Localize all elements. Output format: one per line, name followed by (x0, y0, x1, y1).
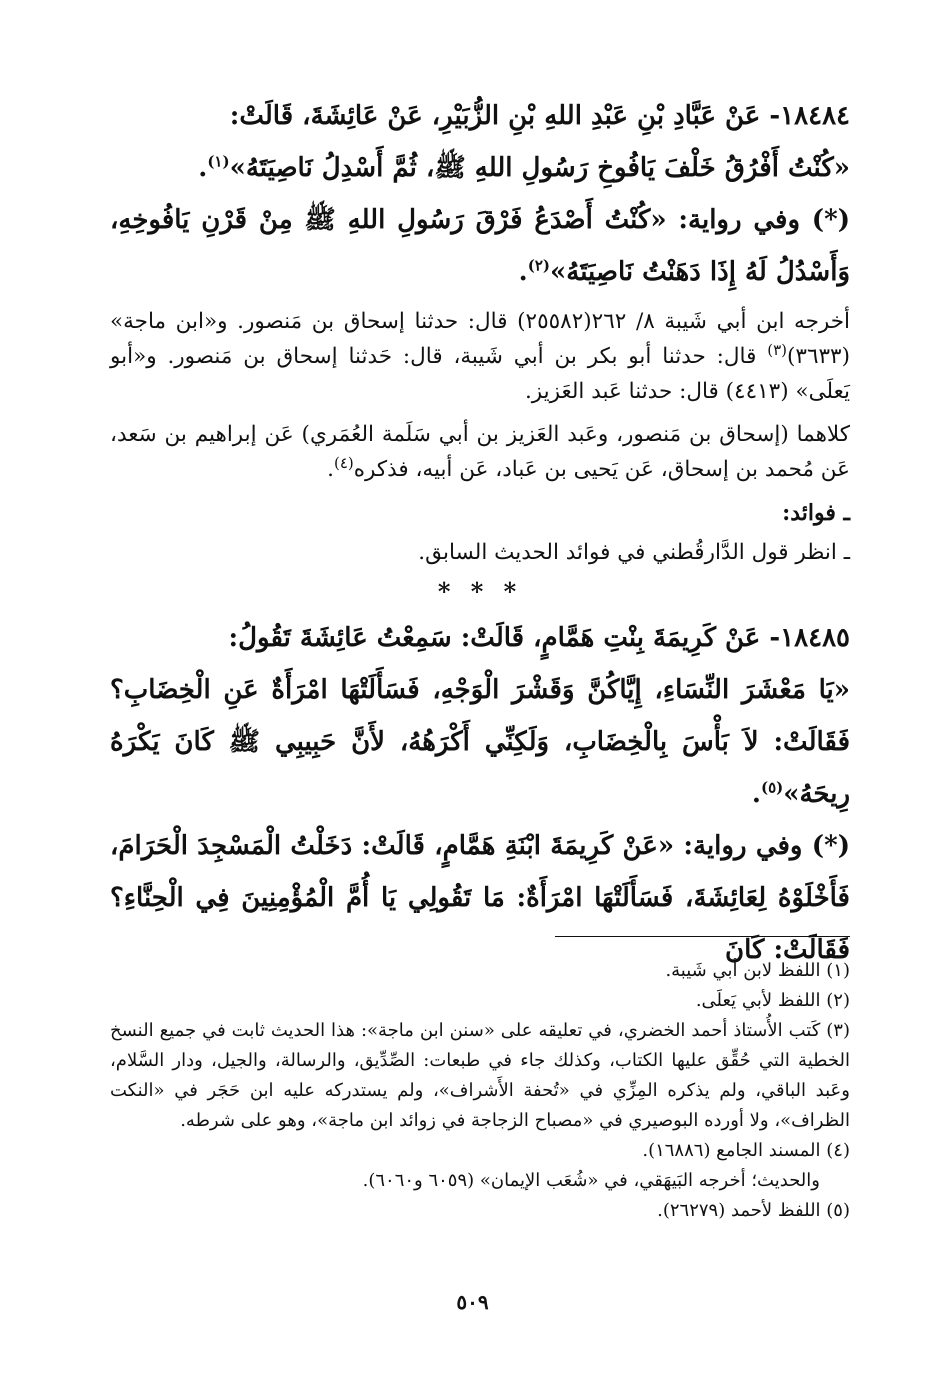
footnotes (110, 956, 850, 1226)
hadith-18484-isnad: كلاهما (إسحاق بن مَنصور، وعَبد العَزيز بن أبي سَلَمة العُمَري) عَن إبراهيم بن سَعد، عَن مُحمد بن إسحاق، عَن يَحيى بن عَباد، عَن أبيه، فذكره$^{(٤)}$. (110, 422, 850, 482)
section-separator-stars: * * * (437, 577, 523, 606)
hadith-18484-heading-text: ١٨٤٨٤- عَنْ عَبَّادِ بْنِ عَبْدِ اللهِ بْنِ الزُّبَيْرِ، عَنْ عَائِشَةَ، قَالَتْ: (229, 101, 850, 131)
hadith-18484-quote: «كُنْتُ أَفْرُقُ خَلْفَ يَافُوخِ رَسُولِ اللهِ ﷺ، ثُمَّ أَسْدِلُ نَاصِيَتَهُ» (229, 153, 850, 183)
takhrij-part-a: أخرجه ابن أبي شَيبة ٨/ ٢٦٢(٢٥٥٨٢) قال: حدثنا إسحاق بن مَنصور. و«ابن ماجة» (٣٦٣٣) (110, 309, 851, 369)
hadith-18485-heading-text: ١٨٤٨٥- عَنْ كَرِيمَةَ بِنْتِ هَمَّامٍ، قَالَتْ: سَمِعْتُ عَائِشَةَ تَقُولُ: (228, 623, 850, 653)
hadith-18484-text: «كُنْتُ أَفْرُقُ خَلْفَ يَافُوخِ رَسُولِ اللهِ ﷺ، ثُمَّ أَسْدِلُ نَاصِيَتَهُ»$^{(١)}$. (198, 152, 850, 183)
footnote-1: (١) اللفظ لابن أبي شَيبة. (665, 960, 850, 981)
footnote-separator (555, 936, 850, 937)
takhrij-part-b: قال: حدثنا أبو بكر بن أبي شَيبة، قال: حَدثنا إسحاق بن مَنصور. و«أبو يَعلَى» (٤٤١٣) قال: حدثنا عَبد العَزيز. (110, 344, 850, 404)
footnote-5: (٥) اللفظ لأحمد (٢٦٢٧٩). (657, 1200, 850, 1221)
footnote-ref-1[interactable]: (١) (207, 152, 230, 171)
footnote-ref-5[interactable]: (٥) (760, 778, 784, 797)
fawaid-text-content: ـ انظر قول الدَّارقُطني في فوائد الحديث السابق. (418, 540, 850, 565)
fawaid-heading-text: ـ فوائد: (782, 500, 850, 526)
footnote-4-continuation: والحديث؛ أخرجه البَيهَقي، في «شُعَب الإيمان» (٦٠٥٩ و٦٠٦٠). (362, 1170, 820, 1191)
hadith-18484-riwaya: (*) وفي رواية: «كُنْتُ أَصْدَعُ فَرْقَ رَسُولِ اللهِ ﷺ مِنْ قَرْنِ يَافُوخِهِ، وَأَسْدُلُ لَهُ إِذَا دَهَنْتُ نَاصِيَتَهُ»$^{(٢)}$. (110, 205, 850, 287)
fawaid-heading (110, 493, 850, 533)
hadith-18485-text: «يَا مَعْشَرَ النِّسَاءِ، إِيَّاكُنَّ وَقَشْرَ الْوَجْهِ، فَسَأَلَتْهَا امْرَأَةٌ عَنِ الْخِضَابِ؟ فَقَالَتْ: لاَ بَأْسَ بِالْخِضَابِ، وَلَكِنِّي أَكْرَهُهُ، لأَنَّ حَبِيبِي ﷺ كَانَ يَكْرَهُ رِيحَهُ»$^{(٥)}$. (110, 675, 850, 809)
footnote-ref-2[interactable]: (٢) (527, 256, 551, 275)
hadith-18484-heading (110, 90, 850, 142)
hadith-18485-riwaya (110, 820, 850, 976)
hadith-18485-riwaya-text: (*) وفي رواية: «عَنْ كَرِيمَةَ ابْنَةِ هَمَّامٍ، قَالَتْ: دَخَلْتُ الْمَسْجِدَ الْحَرَامَ، فَأَخْلَوْهُ لِعَائِشَةَ، فَسَأَلَتْهَا امْرَأَةٌ: مَا تَقُولِي يَا أُمَّ الْمُؤْمِنِينَ فِي الْحِنَّاءِ؟ فَقَالَتْ: كَانَ (110, 831, 850, 965)
hadith-18485-heading (110, 612, 850, 664)
footnote-ref-3[interactable]: (٣) (767, 340, 788, 359)
main-text (110, 90, 850, 976)
footnote-4: (٤) المسند الجامع (١٦٨٨٦). (642, 1140, 850, 1161)
footnote-2: (٢) اللفظ لأبي يَعلَى. (695, 990, 850, 1011)
hadith-18484-takhrij (110, 304, 850, 409)
footnote-3: (٣) كَتب الأُستاذ أحمد الخضري، في تعليقه على «سنن ابن ماجة»: هذا الحديث ثابت في جميع النسخ الخطية التي حُقِّق عليها الكتاب، وكذلك جاء في طبعات: الصِّدِّيق، والرسالة، والجيل، ودار السَّلام، وعَبد الباقي، ولم يذكره المِزِّي في «تُحفة الأَشراف»، ولم يستدركه عليه ابن حَجَر في «النكت الظراف»، ولا أورده البوصيري في «مصباح الزجاجة في زوائد ابن ماجة»، وهو على شرطه. (110, 1020, 850, 1131)
isnad-text: كلاهما (إسحاق بن مَنصور، وعَبد العَزيز بن أبي سَلَمة العُمَري) عَن إبراهيم بن سَعد، عَن مُحمد بن إسحاق، عَن يَحيى بن عَباد، عَن أبيه، فذكره (110, 422, 850, 482)
hadith-18484-riwaya-text: (*) وفي رواية: «كُنْتُ أَصْدَعُ فَرْقَ رَسُولِ اللهِ ﷺ مِنْ قَرْنِ يَافُوخِهِ، وَأَسْدُلُ لَهُ إِذَا دَهَنْتُ نَاصِيَتَهُ» (110, 205, 850, 287)
footnote-ref-4[interactable]: (٤) (333, 453, 354, 472)
hadith-18485-quote: «يَا مَعْشَرَ النِّسَاءِ، إِيَّاكُنَّ وَقَشْرَ الْوَجْهِ، فَسَأَلَتْهَا امْرَأَةٌ عَنِ الْخِضَابِ؟ فَقَالَتْ: لاَ بَأْسَ بِالْخِضَابِ، وَلَكِنِّي أَكْرَهُهُ، لأَنَّ حَبِيبِي ﷺ كَانَ يَكْرَهُ رِيحَهُ» (110, 675, 850, 809)
fawaid-text (110, 535, 850, 570)
page-number: ٥٠٩ (456, 1290, 489, 1314)
